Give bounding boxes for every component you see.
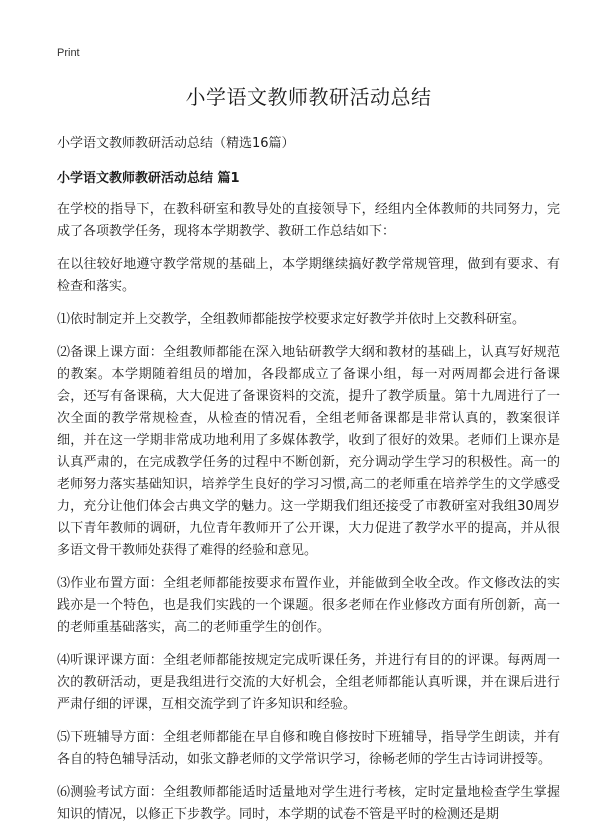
paragraph-item-2-lesson-prep: ⑵备课上课方面：全组教师都能在深入地钻研教学大纲和教材的基础上，认真写好规范的教案。本学期随着组员的增加，各段都成立了备课小组，每一对两周都会进行备课会，还写有备课稿，大大促进了备课资料的交流，提升了教学质量。第十九周进行了一次全面的教学常规检查，从检查的情况看，全组老师备课都是非常认真的，教案很详细，并在这一学期非常成功地利用了多媒体教学，收到了很好的效果。老师们上课亦是认真严肃的，在完成教学任务的过程中不断创新，充分调动学生学习的积极性。高一的老师努力落实基础知识，培养学生良好的学习习惯,高二的老师重在培养学生的文学感受力，充分让他们体会古典文学的魅力。这一学期我们组还接受了市教研室对我组30周岁以下青年教师的调研，九位青年教师开了公开课，大力促进了教学水平的提高，并从很多语文骨干教师处获得了难得的经验和意见。 (57, 345, 560, 558)
page-title: 小学语文教师教研活动总结 (185, 85, 432, 109)
paragraph-item-1-plan: ⑴依时制定并上交教学，全组教师都能按学校要求定好教学并依时上交教科研室。 (57, 312, 526, 327)
paragraph-item-6-testing: ⑹测验考试方面：全组教师都能适时适量地对学生进行考核，定时定量地检查学生掌握知识的情况，以修正下步教学。同时，本学期的试卷不管是平时的检测还是期 (57, 785, 560, 822)
paragraph-item-5-tutoring: ⑸下班辅导方面：全组老师都能在早自修和晚自修按时下班辅导，指导学生朗读，并有各自的特色辅导活动，如张文静老师的文学常识学习，徐畅老师的学生古诗词讲授等。 (57, 730, 560, 767)
paragraph-item-4-observation: ⑷听课评课方面：全组老师都能按规定完成听课任务，并进行有目的的评课。每两周一次的教研活动，更是我组进行交流的大好机会，全组老师都能认真听课，并在课后进行严肃仔细的评课，互相交流学到了许多知识和经验。 (57, 653, 560, 712)
paragraph-routine: 在以往较好地遵守教学常规的基础上，本学期继续搞好教学常规管理，做到有要求、有检查和落实。 (57, 257, 560, 294)
document-subtitle: 小学语文教师教研活动总结（精选16篇） (57, 136, 295, 151)
section-heading: 小学语文教师教研活动总结 篇1 (57, 171, 240, 186)
print-link[interactable]: Print (57, 47, 80, 59)
paragraph-intro: 在学校的指导下，在教科研室和教导处的直接领导下，经组内全体教师的共同努力，完成了各项教学任务，现将本学期教学、教研工作总结如下： (57, 202, 560, 239)
paragraph-item-3-homework: ⑶作业布置方面：全组老师都能按要求布置作业，并能做到全收全改。作文修改法的实践亦是一个特色，也是我们实践的一个课题。很多老师在作业修改方面有所创新，高一的老师重基础落实，高二的老师重学生的创作。 (57, 576, 560, 635)
